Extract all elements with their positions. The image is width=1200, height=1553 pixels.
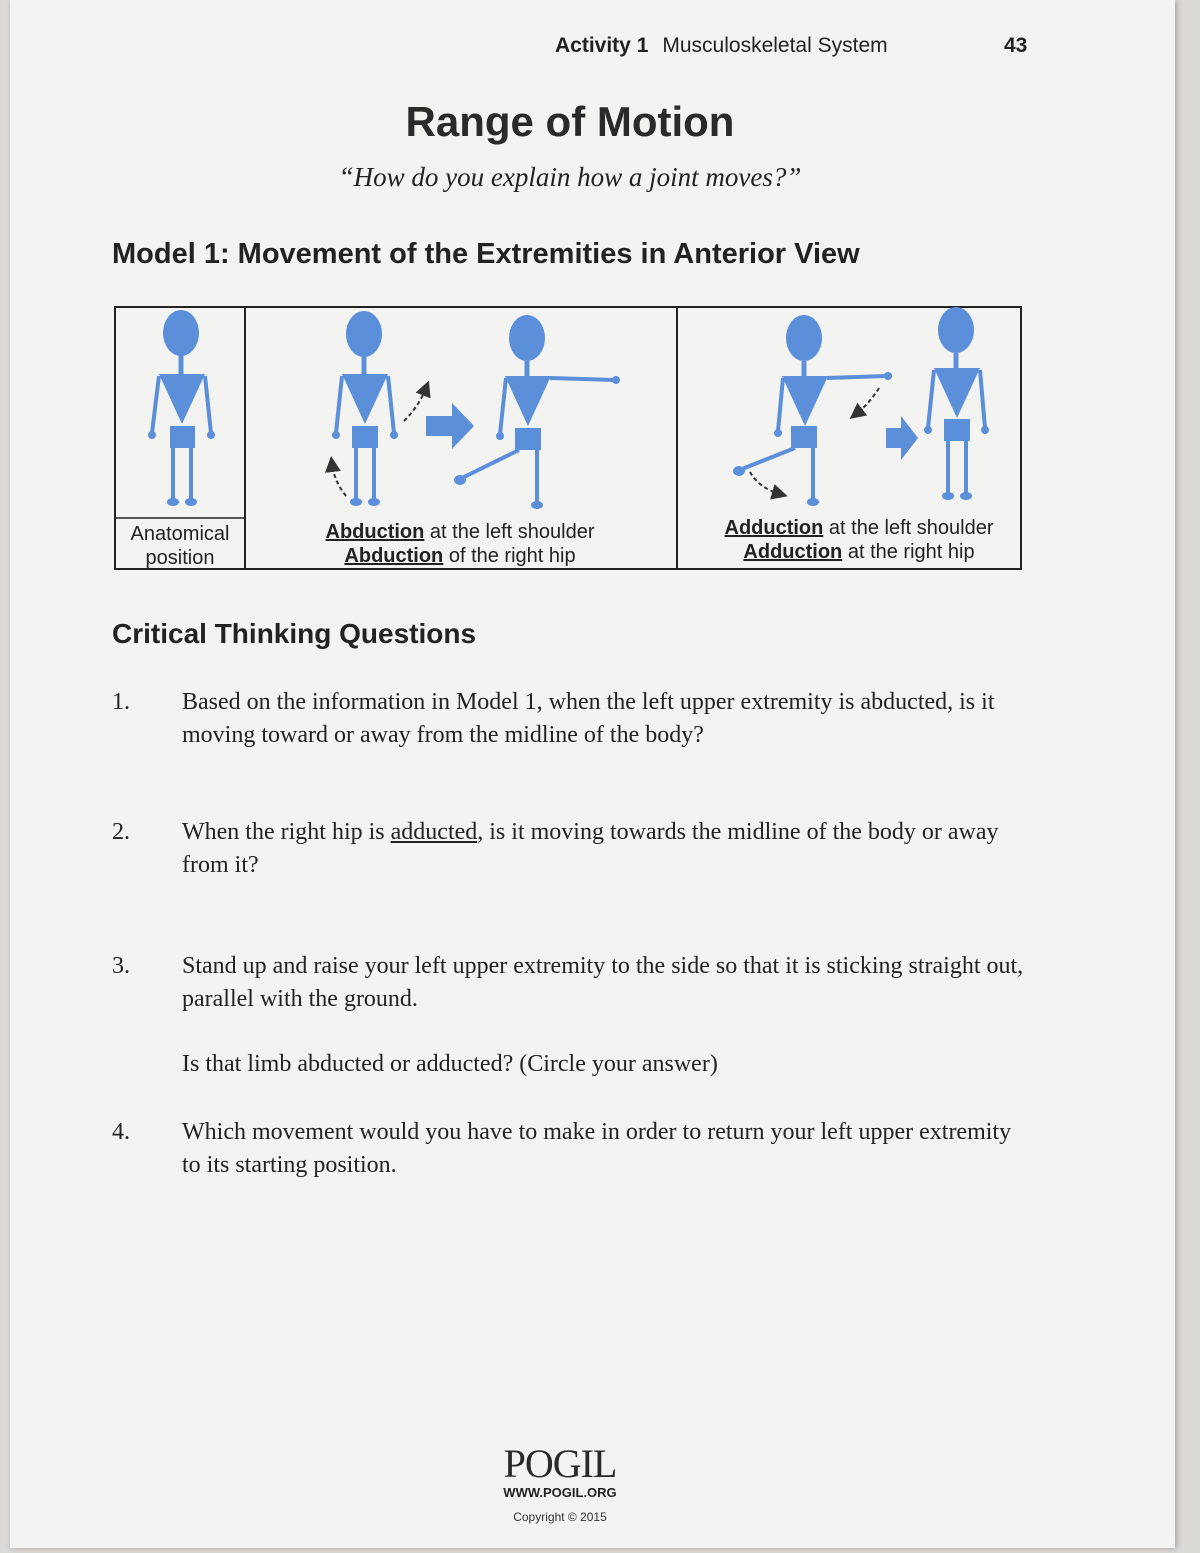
- page-subtitle: “How do you explain how a joint moves?”: [338, 162, 802, 192]
- model-heading: Model 1: Movement of the Extremities in Anterior View: [112, 238, 860, 270]
- figure-abduction-before: [332, 311, 398, 506]
- caption-adduction-line1: [725, 517, 994, 539]
- activity-label: Activity 1: [555, 34, 649, 57]
- question-number: 1.: [112, 689, 130, 715]
- caption-abduction-line1: [326, 521, 595, 543]
- worksheet-page: [10, 0, 1175, 1548]
- right-arrow-icon: [426, 403, 474, 449]
- caption-anatomical-line1: Anatomical: [130, 523, 230, 545]
- caption-term: Adduction: [743, 541, 843, 563]
- caption-adduction-line2: [743, 541, 974, 563]
- question-number: 2.: [112, 819, 130, 845]
- question-text: Based on the information in Model 1, when the left upper extremity is abducted, is it moving toward or away from the midline of the body?: [182, 689, 995, 748]
- model-figure: [114, 306, 1022, 570]
- question-text-part: When the right hip is: [182, 819, 391, 845]
- footer: [490, 1440, 630, 1524]
- caption-abduction-line2: [344, 545, 575, 567]
- caption-rest: at the left shoulder: [424, 521, 595, 543]
- running-header: [555, 34, 888, 58]
- figure-adducted: [924, 307, 989, 500]
- page-title: Range of Motion: [405, 98, 735, 145]
- system-label: Musculoskeletal System: [662, 34, 888, 57]
- motion-arrow-icon: [856, 388, 879, 414]
- question-followup-text: Is that limb abducted or adducted? (Circle your answer): [182, 1051, 718, 1077]
- footer-copyright: Copyright © 2015: [513, 1510, 607, 1524]
- pogil-logo: POGIL: [503, 1441, 617, 1486]
- page-number: 43: [1004, 34, 1028, 57]
- motion-arrow-icon: [404, 388, 426, 421]
- question-text: [182, 816, 1032, 882]
- motion-arrow-icon: [750, 472, 780, 494]
- caption-anatomical-line2: position: [145, 547, 215, 569]
- caption-rest: at the right hip: [842, 541, 975, 563]
- question-text-part: , is it moving towards the midline of the body or away from it?: [182, 819, 999, 878]
- footer-url: WWW.POGIL.ORG: [503, 1485, 617, 1500]
- question-number: 4.: [112, 1119, 130, 1145]
- question-number: 3.: [112, 953, 130, 979]
- right-arrow-icon: [886, 416, 918, 460]
- caption-rest: at the left shoulder: [823, 517, 994, 539]
- caption-term: Adduction: [724, 517, 824, 539]
- figure-adduction-before: [733, 315, 892, 506]
- caption-term: Abduction: [325, 521, 425, 543]
- figure-abducted: [454, 315, 620, 509]
- question-text: Which movement would you have to make in order to return your left upper extremity to its starting position.: [182, 1119, 1012, 1178]
- critical-thinking-heading: Critical Thinking Questions: [112, 618, 477, 649]
- question-text-underlined: adducted: [390, 819, 478, 845]
- caption-rest: of the right hip: [443, 545, 576, 567]
- motion-arrow-icon: [332, 464, 346, 496]
- question-text: Stand up and raise your left upper extremity to the side so that it is sticking straight out, parallel with the ground.: [182, 953, 1024, 1012]
- model-table: [114, 306, 1022, 570]
- caption-term: Abduction: [344, 545, 444, 567]
- figure-anatomical-position: [148, 310, 215, 506]
